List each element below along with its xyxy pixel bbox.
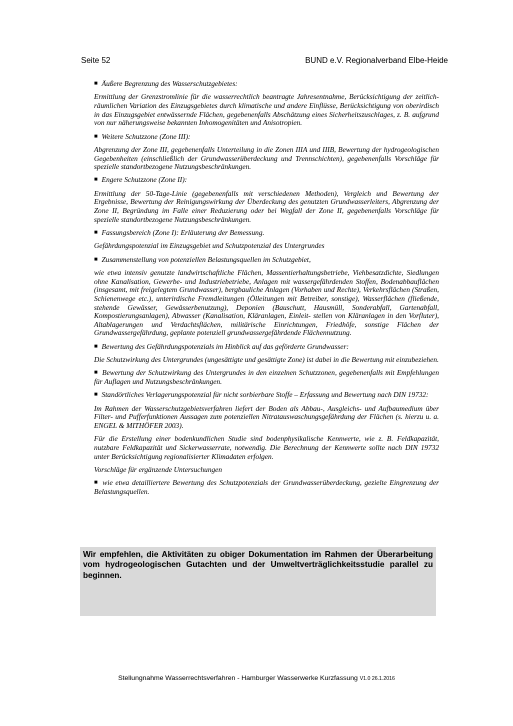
bullet-heading-outer-boundary: ■ Äußere Begrenzung des Wasserschutzgebietes:: [94, 80, 439, 89]
footer-version: V1.0 26.1.2016: [359, 676, 395, 682]
footer-title: Stellungnahme Wasserrechtsverfahren - Hamburger Wasserwerke Kurzfassung: [118, 675, 358, 682]
bullet-zone-i: ■ Fassungsbereich (Zone I): Erläuterung der Bemessung.: [94, 229, 439, 238]
heading-additional-studies: Vorschläge für ergänzende Untersuchungen: [94, 464, 223, 474]
paragraph-zone-ii: Ermittlung der 50-Tage-Linie (gegebenenfalls mit verschiedenen Methoden), Vergleich und Bewertung der Ergebnisse, Bewertung der Reinigungswirkung der Überdeckung des genutzten Grundwasserleiters, Abgrenzung der Zone II, Begründung im Falle einer Reduzierung oder bei Wegfall der Zone II, gegebenenfalls Vorschläge für spezielle standortbezogene Nutzungsbeschränkungen.: [94, 188, 439, 224]
body-text: [94, 80, 439, 501]
bullet-heading-hazard-assessment: ■ Bewertung des Gefährdungspotenzials im Hinblick auf das geförderte Grundwasser:: [94, 343, 439, 352]
page-footer: [0, 675, 513, 682]
paragraph-pollution-sources: wie etwa intensiv genutzte landwirtschaftliche Flächen, Massentierhaltungsbetriebe, Viehbesatzdichte, Siedlungen ohne Kanalisation, Gewerbe- und Industriebetriebe, Anlagen mit wassergefährdenden Stoffen, Bodenabbauflächen (insgesamt, mit freigelegtem Grundwasser), bergbauliche Anlagen (Vorhaben und Rechte), Verkehrsflächen (Straßen, Schienenwege etc.), unterirdische Fremdleitungen (Ölleitungen mit Betreiber, sonstige), Wasserflächen (fließende, stehende Gewässer, Gewässerbenutzung), Deponien (Bauschutt, Hausmüll, Sonderabfall, Gartenabfall, Kompostierungsanlagen), Abwasser (Kanalisation, Kläranlagen, Einleit- stellen von Kläranlagen in den Vorfluter), Altablagerungen und Verdachtsflächen, militärische Einrichtungen, Friedhöfe, sonstige Flächen der Grundwassergefährdung, geplante potenziell grundwassergefährdende Flächennutzung.: [94, 268, 439, 338]
bullet-heading-relocation-potential: ■ Standörtliches Verlagerungspotenzial für nicht sorbierbare Stoffe – Erfassung und Bewertung nach DIN 19732:: [94, 391, 439, 400]
paragraph-soil-medium: Im Rahmen der Wasserschutzgebietsverfahren liefert der Boden als Abbau-, Ausgleichs- und Aufbaumedium über Filter- und Pufferfunktionen Aussagen zum potenziellen Nitratauswaschungsgefährdung der Flächen (s. hierzu u. a. ENGEL & MITHÖFER 2003).: [94, 403, 439, 430]
bullet-heading-pollution-sources: ■ Zusammenstellung von potenziellen Belastungsquellen im Schutzgebiet,: [94, 256, 439, 265]
paragraph-soil-study: Für die Erstellung einer bodenkundlichen Studie sind bodenphysikalische Kennwerte, wie z. B. Feldkapazität, nutzbare Feldkapazität und Sickerwasserrate, notwendig. Die Berechnung der Kennwerte sollte nach DIN 19732 unter Berücksichtigung regionalisierter Klimadaten erfolgen.: [94, 434, 439, 461]
bullet-heading-zone-iii: ■ Weitere Schutzzone (Zone III):: [94, 133, 439, 142]
paragraph-zone-iii: Abgrenzung der Zone III, gegebenenfalls Unterteilung in die Zonen IIIA und IIIB, Bewertung der hydrogeologischen Gegebenheiten (einschließlich der Grundwasserüberdeckung und Trennschichten), gegebenenfalls Vorschläge für spezielle standortbezogene Nutzungsbeschränkungen.: [94, 144, 439, 172]
page-number: Seite 52: [81, 56, 111, 65]
bullet-protective-effect: ■ Bewertung der Schutzwirkung des Untergrundes in den einzelnen Schutzzonen, gegebenenfalls mit Empfehlungen für Auflagen und Nutzungsbeschränkungen.: [94, 369, 439, 386]
header-organization: BUND e.V. Regionalverband Elbe-Heide: [305, 56, 448, 65]
bullet-additional-studies: ■ wie etwa detailliertere Bewertung des Schutzpotenzials der Grundwasserüberdeckung, gezielte Eingrenzung der Belastungsquellen.: [94, 479, 439, 496]
bullet-heading-zone-ii: ■ Engere Schutzzone (Zone II):: [94, 176, 439, 185]
heading-hazard-potential: Gefährdungspotenzial im Einzugsgebiet und Schutzpotenzial des Untergrundes: [94, 241, 325, 251]
paragraph-outer-boundary: Ermittlung der Grenzstromlinie für die wasserrechtlich beantragte Jahresentnahme, Berücksichtigung der zeitlich-räumlichen Variation des Einzugsgebietes durch klimatische und andere Einflüsse, Berücksichtigung von oberirdisch in das Einzugsgebiet entwässernde Flächen, gegebenenfalls Abschätzung eines Sicherheitszuschlages, z. B. aufgrund von nur näherungsweise bekannten Inhomogenitäten und Anisotropien.: [94, 92, 439, 128]
paragraph-hazard-assessment: Die Schutzwirkung des Untergrundes (ungesättigte und gesättigte Zone) ist dabei in die Bewertung mit einzubeziehen.: [94, 355, 439, 365]
recommendation-text: Wir empfehlen, die Aktivitäten zu obiger Dokumentation im Rahmen der Überarbeitung vom hydrogeologischen Gutachten und der Umweltverträglichkeitsstudie parallel zu beginnen.: [83, 550, 433, 580]
